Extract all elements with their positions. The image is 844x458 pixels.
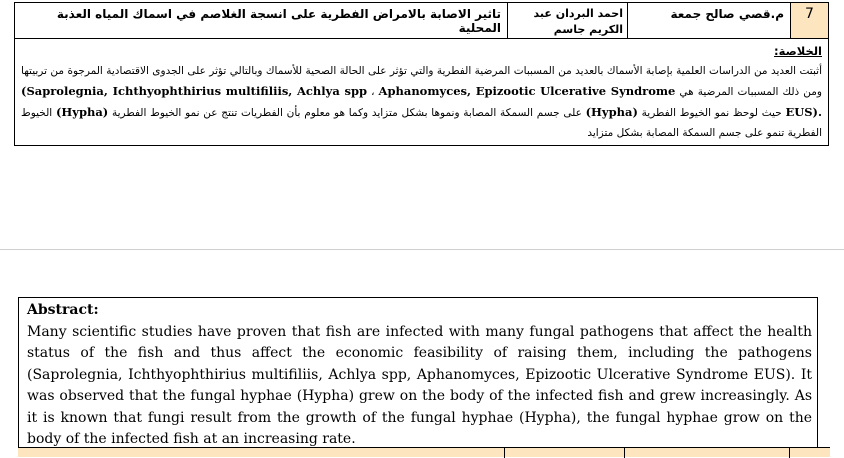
student-name: م.قصي صالح جمعة [627,3,790,38]
pathogen-list-part1: (Saprolegnia, Ichthyophthirius multifiliis, Achlya spp [21,84,368,98]
english-abstract-text: Many scientific studies have proven that fish are infected with many fungal pathogens that affect the health status of the fish and thus affect the economic feasibility of raising them, including the pathogens (Saprolegnia, Ichthyophthirius multifiliis, Achlya spp, Aphanomyces, Epizootic Ulcerative Syndrome EUS). It was observed that the fungal hyphae (Hypha) grew on the body of the infected fish and grew increasingly. As it is known that fungi result from the growth of the fungal hyphae (Hypha), the fungal hyphae grow on the body of the infected fish at an increasing rate. [27,323,812,447]
research-table [14,2,829,146]
arabic-abstract [21,41,822,143]
english-abstract [27,300,812,451]
column-separator [504,448,505,458]
column-separator [624,448,625,458]
row-number: 7 [790,3,828,38]
arabic-abstract-text: على جسم السمكة المصابة ونموها بشكل متزايد وكما هو معلوم بأن الفطريات تنتج عن نمو الخيوط الفطرية [112,107,582,119]
pathogen-list-part2: Aphanomyces, Epizootic Ulcerative Syndrome EUS). [378,84,822,119]
supervisor-name: احمد البردان عبد الكريم جاسم [507,3,627,38]
hypha-term: (Hypha) [585,105,638,119]
column-separator [789,448,790,458]
table-row [15,3,828,39]
arabic-abstract-heading: الخلاصة: [774,44,822,58]
arabic-abstract-text: الخيوط الفطرية تنمو على جسم السمكة المصابة بشكل متزايد [21,107,822,139]
next-table-row [18,447,830,457]
arabic-abstract-text: أثبتت العديد من الدراسات العلمية بإصابة الأسماك بالعديد من المسببات المرضية الفطرية والتي تؤثر على الحالة الصحية للأسماك وبالتالي تؤثر على الجدوى الاقتصادية المرجوة من تربيتها ومن ذلك المسببات المرضية هي [21,65,822,98]
research-title: تاثير الاصابة بالامراض الفطرية على انسجة الغلاصم في اسماك المياه العذبة المحلية [56,7,501,35]
english-abstract-box [18,297,818,457]
english-abstract-heading: Abstract: [27,302,99,318]
hypha-term: (Hypha) [55,105,109,119]
page-divider [0,249,844,250]
arabic-separator: ، [371,86,375,98]
arabic-abstract-text: حيث لوحظ نمو الخيوط الفطرية [641,107,782,119]
